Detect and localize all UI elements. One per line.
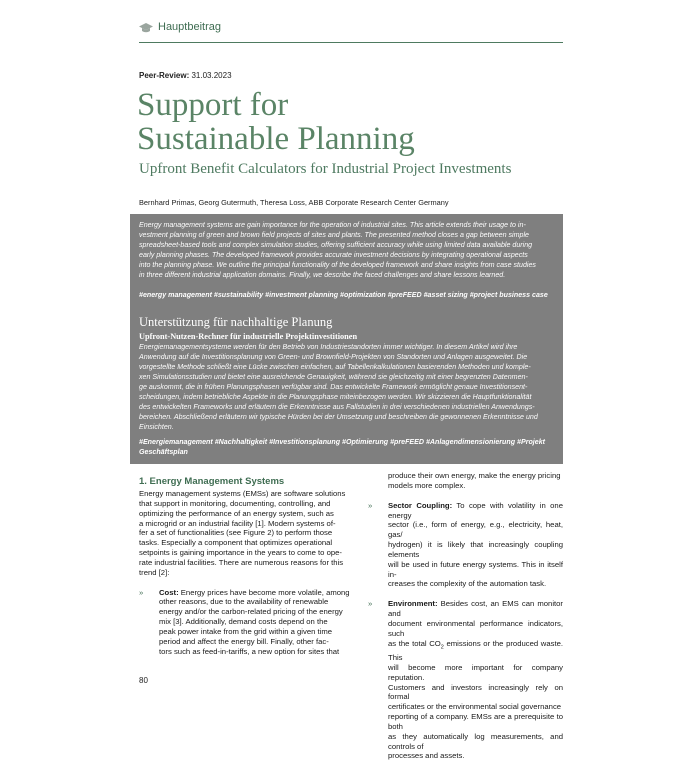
text-line: other reasons, due to the availability of renewable <box>159 597 329 607</box>
graduation-cap-icon <box>139 22 153 34</box>
abstract-line: Einsichten. <box>139 423 174 431</box>
text-line: energy and/or the carbon-related pricing of the energy <box>159 607 343 617</box>
text-line: document environmental performance indicators, such <box>388 618 563 638</box>
abstract-line: into the planning phase. We outline the principal functionality of the developed framework and share insights from case studies <box>139 261 536 269</box>
section-heading: 1. Energy Management Systems <box>139 476 285 487</box>
continued-paragraph <box>368 471 563 491</box>
keywords-german <box>139 437 555 457</box>
abstract-line: bereichen. Abschließend erläutern wir typische Hürden bei der Umsetzung und beschreiben die gewonnenen Erkenntnisse und <box>139 413 538 421</box>
text-line: Customers and investors increasingly rely on formal <box>388 682 563 702</box>
german-subtitle: Upfront-Nutzen-Rechner für industrielle Projektinvestitionen <box>139 332 358 341</box>
bullet-environment <box>368 599 563 761</box>
text-line: mix [3]. Additionally, demand costs depend on the <box>159 617 328 627</box>
text-line: hydrogen) it is likely that increasingly coupling elements <box>388 540 563 559</box>
text-line: certificates or the environmental social governance <box>388 702 562 712</box>
title-line-1: Support for <box>137 87 289 123</box>
abstract-box <box>130 214 563 464</box>
intro-paragraph <box>139 489 353 578</box>
peer-review-date: 31.03.2023 <box>191 71 232 80</box>
bullet-label: Cost: <box>159 587 179 597</box>
text-line: a microgrid or an industrial facility [1]. Modern systems of- <box>139 518 336 528</box>
text-line: Besides cost, an EMS can monitor and <box>388 599 563 619</box>
text-line: peak power intake from the grid within a given time <box>159 626 333 636</box>
bullet-mark: » <box>368 599 373 609</box>
text-line: period and affect the energy bill. Finally, other fac- <box>159 636 329 646</box>
body-column-right <box>368 471 563 761</box>
bullet-cost <box>139 588 353 657</box>
text-line: that support in monitoring, documenting, controlling, and <box>139 498 331 508</box>
text-line: creases the complexity of the automation task. <box>388 579 547 589</box>
text-line: tors such as feed-in-tariffs, a new option for sites that <box>159 646 340 656</box>
abstract-line: Energy management systems are gain importance for the operation of industrial sites. This article extends their usage to in- <box>139 221 526 229</box>
title-line-2: Sustainable Planning <box>137 121 415 157</box>
abstract-line: des entwickelten Frameworks und erläutern die Erkenntnisse aus Fallstudien in drei verschiedenen industriellen Anwendungs- <box>139 403 535 411</box>
text-fragment: as the total CO <box>388 638 441 648</box>
text-line: rate industrial facilities. There are numerous reasons for this <box>139 557 344 567</box>
abstract-line: early planning phases. The developed framework provides accurate investment decisions by integrating operational aspects <box>139 251 528 259</box>
text-line: setpoints is gaining importance in the years to come to ope- <box>139 548 342 558</box>
text-line: trend [2]: <box>139 567 170 577</box>
article-subtitle: Upfront Benefit Calculators for Industrial Project Investments <box>139 161 512 177</box>
page-number: 80 <box>139 676 148 685</box>
bullet-mark: » <box>368 500 373 510</box>
section-header <box>139 20 563 43</box>
text-line: To cope with volatility in one energy <box>388 500 563 520</box>
abstract-line: in three different industrial application domains. Finally, we describe the faced challenges and share lessons learned. <box>139 271 506 279</box>
abstract-line: xen Simulationsstudien und bietet eine ausreichende Genauigkeit, während sie gleichzeitig mit einer begrenzten Datenmen- <box>139 373 528 381</box>
keywords-english: #energy management #sustainability #investment planning #optimization #preFEED #asset sizing #project business case <box>139 291 548 299</box>
text-line <box>388 639 563 663</box>
text-line: processes and assets. <box>388 751 465 761</box>
text-line: fer a set of functionalities (see Figure 2) to perform those <box>139 528 333 538</box>
text-line: tasks. Especially a component that optimizes operational <box>139 538 333 548</box>
text-line: reporting of a company. EMSs are a prerequisite to both <box>388 712 563 731</box>
text-line: optimizing the performance of an energy system, such as <box>139 508 334 518</box>
abstract-line: vestment planning of green and brown field projects of sites and plants. The presented method closes a gap between simple <box>139 231 529 239</box>
peer-review-line <box>139 71 232 80</box>
subscript: 2 <box>440 644 444 651</box>
abstract-line: vorgestellte Methode schließt eine Lücke zwischen einfachen, auf Tabellenkalkulationen basierenden Methoden und komple- <box>139 363 531 371</box>
keywords-line: #Energiemanagement #Nachhaltigkeit #Investitionsplanung #Optimierung #preFEED #Anlagendimensionierung #Projekt <box>139 438 546 446</box>
bullet-label: Sector Coupling: <box>388 500 453 510</box>
text-line: sector (i.e., form of energy, e.g., electricity, heat, gas/ <box>388 520 563 540</box>
peer-review-label: Peer-Review: <box>139 71 190 80</box>
text-line: produce their own energy, make the energy pricing <box>388 471 561 480</box>
text-fragment: emissions or the produced waste. This <box>388 638 563 663</box>
bullet-mark: » <box>139 587 144 597</box>
abstract-english <box>139 220 555 280</box>
text-line: Energy prices have become more volatile, among <box>178 587 350 597</box>
keywords-line: Geschäftsplan <box>139 448 188 456</box>
section-label: Hauptbeitrag <box>158 21 221 33</box>
article-title <box>137 88 567 156</box>
text-line: as they automatically log measurements, and controls of <box>388 731 563 751</box>
german-title: Unterstützung für nachhaltige Planung <box>139 315 333 329</box>
bullet-sector-coupling <box>368 501 563 590</box>
text-line: models more complex. <box>388 480 466 490</box>
abstract-line: Anwendung auf die Investitionsplanung von Green- und Brownfield-Projekten von Standorten und Anlagen ausgeweitet. Die <box>139 353 528 361</box>
abstract-line: ge auskommt, die in frühen Planungsphasen verfügbar sind. Das entwickelte Framework ermöglicht genaue Investitionsent- <box>139 383 528 391</box>
text-line: will become more important for company reputation. <box>388 662 563 682</box>
authors: Bernhard Primas, Georg Gutermuth, Theresa Loss, ABB Corporate Research Center Germany <box>139 198 449 207</box>
abstract-german <box>139 342 555 432</box>
text-line: Energy management systems (EMSs) are software solutions <box>139 489 346 498</box>
body-column-left <box>139 476 353 657</box>
bullet-label: Environment: <box>388 599 438 609</box>
text-line: will be used in future energy systems. This in itself in- <box>388 559 563 579</box>
abstract-line: Energiemanagementsysteme werden für den Betrieb von Industriestandorten immer wichtiger. In diesem Artikel wird ihre <box>139 343 518 351</box>
abstract-line: scheidungen, indem betriebliche Aspekte in die Planungsphase miteinbezogen werden. Wir skizzieren die Hauptfunktionalität <box>139 393 532 401</box>
abstract-line: spreadsheet-based tools and complex simulation studies, offering sufficient accuracy while using limited data available during <box>139 241 533 249</box>
